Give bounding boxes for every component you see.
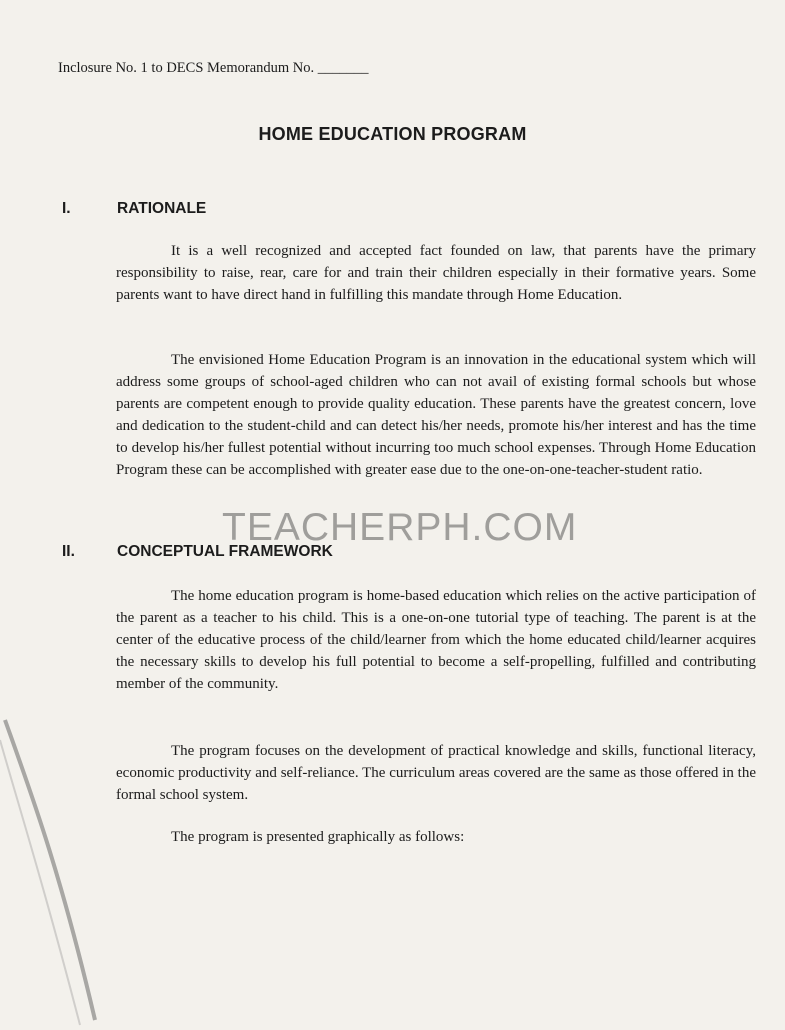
section-title: CONCEPTUAL FRAMEWORK (117, 543, 333, 560)
paragraph: It is a well recognized and accepted fact founded on law, that parents have the primary responsibility to raise, rear, care for and train their children especially in their formative years. Some parents want to have direct hand in fulfilling this mandate through Home Education. (116, 243, 756, 303)
watermark: TEACHERPH.COM (222, 506, 578, 549)
section-number: II. (62, 543, 75, 560)
paragraph: The home education program is home-based education which relies on the active participation of the parent as a teacher to his child. This is a one-on-one tutorial type of teaching. The parent is at the center of the educative process of the child/learner from which the home educated child/learner acquires the necessary skills to develop his full potential to become a self-propelling, fulfilled and contributing member of the community. (116, 588, 756, 692)
document-title: HOME EDUCATION PROGRAM (258, 124, 527, 144)
scan-edge-smudge (0, 700, 120, 1030)
inclosure-line: Inclosure No. 1 to DECS Memorandum No. _______ (58, 60, 369, 76)
section-number: I. (62, 200, 71, 217)
section-heading-rationale (62, 200, 206, 218)
section-title: RATIONALE (117, 200, 207, 217)
paragraph: The program is presented graphically as follows: (171, 829, 465, 845)
paragraph: The program focuses on the development of practical knowledge and skills, functional literacy, economic productivity and self-reliance. The curriculum areas covered are the same as those offered in the formal school system. (116, 743, 756, 803)
paragraph: The envisioned Home Education Program is an innovation in the educational system which will address some groups of school-aged children who can not avail of existing formal schools but whose parents are competent enough to provide quality education. These parents have the greatest concern, love and dedication to the student-child and can detect his/her needs, promote his/her interest and has the time to develop his/her fullest potential without incurring too much school expenses. Through Home Education Program these can be accomplished with greater ease due to the one-on-one-teacher-student ratio. (116, 352, 756, 478)
